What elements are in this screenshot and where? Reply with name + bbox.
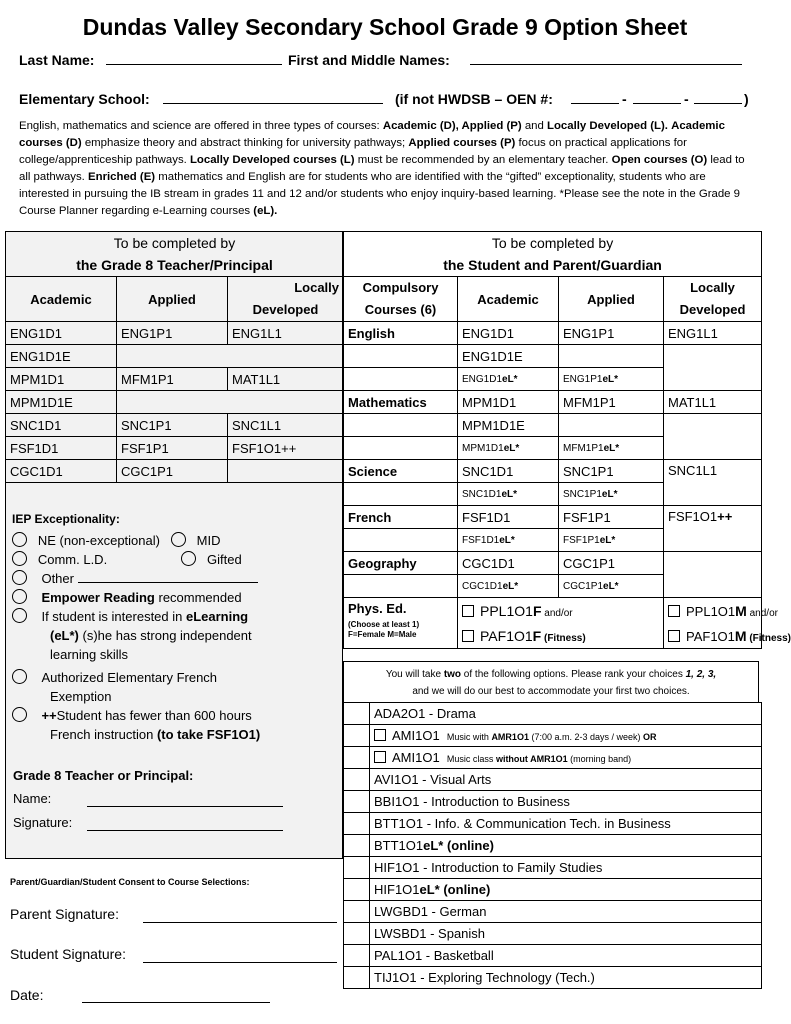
- student-signature-field[interactable]: [143, 962, 337, 963]
- option-item: ADA2O1 - Drama: [370, 703, 762, 725]
- teacher-cell[interactable]: MFM1P1: [117, 368, 228, 391]
- elementary-field[interactable]: [163, 103, 383, 104]
- gifted-label: Gifted: [207, 552, 242, 567]
- course-cell[interactable]: FSF1D1: [458, 506, 559, 529]
- student-col-locally: Locally Developed: [664, 277, 762, 322]
- option-item: HIF1O1 - Introduction to Family Studies: [370, 857, 762, 879]
- mid-radio[interactable]: [171, 532, 186, 547]
- subject-geography: Geography: [344, 552, 458, 575]
- course-cell[interactable]: CGC1P1: [559, 552, 664, 575]
- date-label: Date:: [10, 987, 44, 1003]
- oen-field-1[interactable]: [571, 103, 619, 104]
- option-item: LWGBD1 - German: [370, 901, 762, 923]
- paf-m-option[interactable]: PAF1O1M (Fitness): [664, 623, 762, 649]
- paf-f-option[interactable]: PAF1O1F (Fitness): [458, 623, 664, 649]
- g8-signature-label: Signature:: [13, 815, 73, 830]
- teacher-table: [5, 231, 344, 483]
- course-cell[interactable]: SNC1L1: [664, 460, 762, 506]
- option-item: BTT1O1 - Info. & Communication Tech. in Business: [370, 813, 762, 835]
- parent-signature-field[interactable]: [143, 922, 337, 923]
- rank-cell[interactable]: [344, 945, 370, 967]
- teacher-cell[interactable]: SNC1D1: [6, 414, 117, 437]
- options-table: [343, 702, 762, 989]
- course-cell-empty: [664, 414, 762, 460]
- parent-signature-label: Parent Signature:: [10, 906, 119, 922]
- empower-radio[interactable]: [12, 589, 27, 604]
- rank-cell[interactable]: [344, 747, 370, 769]
- student-table: [343, 231, 791, 649]
- last-name-label: Last Name:: [19, 52, 95, 68]
- course-cell-empty: [664, 345, 762, 391]
- teacher-cell[interactable]: ENG1P1: [117, 322, 228, 345]
- oen-label: (if not HWDSB – OEN #:: [395, 91, 553, 107]
- option-item: AVI1O1 - Visual Arts: [370, 769, 762, 791]
- rank-cell[interactable]: [344, 769, 370, 791]
- rank-cell[interactable]: [344, 967, 370, 989]
- course-cell[interactable]: FSF1P1: [559, 506, 664, 529]
- consent-title: Parent/Guardian/Student Consent to Course Selections:: [10, 877, 250, 887]
- course-cell-empty: [664, 552, 762, 598]
- course-cell[interactable]: SNC1D1: [458, 460, 559, 483]
- option-item: HIF1O1eL* (online): [370, 879, 762, 901]
- other-label: Other: [41, 571, 74, 586]
- course-cell[interactable]: ENG1D1: [458, 322, 559, 345]
- g8-title: Grade 8 Teacher or Principal:: [13, 768, 194, 783]
- teacher-cell[interactable]: SNC1P1: [117, 414, 228, 437]
- course-cell[interactable]: FSF1D1eL*: [458, 529, 559, 552]
- g8-name-field[interactable]: [87, 806, 283, 807]
- iep-section: IEP Exceptionality: NE (non-exceptional) MID Comm. L.D. Gifted Other Empower Reading recommended If student is interested in eLearning (eL*) (s)he has strong independent learning skills Authorized Elementary French Exemption ++Student has fewer than 600 hours French instruction (to take FSF1O1): [12, 510, 337, 744]
- subject-spacer: [344, 575, 458, 598]
- option-item: AMI1O1 Music class without AMR1O1 (morning band): [370, 747, 762, 769]
- student-col-applied: Applied: [559, 277, 664, 322]
- option-item: PAL1O1 - Basketball: [370, 945, 762, 967]
- course-cell[interactable]: [559, 345, 664, 368]
- other-radio[interactable]: [12, 570, 27, 585]
- date-field[interactable]: [82, 1002, 270, 1003]
- options-note: You will take two of the following options. Please rank your choices 1, 2, 3, and we will do our best to accommodate your first two choices.: [343, 661, 759, 703]
- student-head-1: To be completed by: [344, 232, 762, 255]
- teacher-cell[interactable]: FSF1D1: [6, 437, 117, 460]
- french-exempt-radio[interactable]: [12, 669, 27, 684]
- comm-label: Comm. L.D.: [37, 552, 108, 567]
- subject-spacer: [344, 437, 458, 460]
- course-cell[interactable]: FSF1O1++: [664, 506, 762, 552]
- student-col-academic: Academic: [458, 277, 559, 322]
- course-cell[interactable]: ENG1D1E: [458, 345, 559, 368]
- mid-label: MID: [196, 533, 221, 548]
- g8-signature-field[interactable]: [87, 830, 283, 831]
- ppl-m-option[interactable]: PPL1O1M and/or: [664, 598, 762, 624]
- subject-english: English: [344, 322, 458, 345]
- course-cell[interactable]: SNC1P1eL*: [559, 483, 664, 506]
- other-field[interactable]: [78, 582, 258, 583]
- teacher-cell[interactable]: [117, 345, 344, 368]
- course-cell[interactable]: FSF1P1eL*: [559, 529, 664, 552]
- oen-sep-1: -: [622, 91, 627, 107]
- rank-cell[interactable]: [344, 703, 370, 725]
- teacher-cell[interactable]: SNC1L1: [228, 414, 344, 437]
- teacher-cell[interactable]: MPM1D1E: [6, 391, 117, 414]
- checkbox-icon[interactable]: [374, 729, 386, 741]
- subject-phys-ed: Phys. Ed. (Choose at least 1) F=Female M=Male: [344, 598, 458, 649]
- teacher-cell[interactable]: ENG1D1E: [6, 345, 117, 368]
- course-cell[interactable]: ENG1D1eL*: [458, 368, 559, 391]
- teacher-head-1: To be completed by: [6, 232, 344, 255]
- student-signature-label: Student Signature:: [10, 946, 126, 962]
- course-cell[interactable]: MFM1P1: [559, 391, 664, 414]
- subject-spacer: [344, 529, 458, 552]
- course-cell[interactable]: CGC1D1: [458, 552, 559, 575]
- first-names-label: First and Middle Names:: [288, 52, 450, 68]
- oen-field-2[interactable]: [633, 103, 681, 104]
- intro-paragraph: English, mathematics and science are offered in three types of courses: Academic (D), Applied (P) and Locally Developed (L). Academic courses (D) emphasize theory and abstract thinking for university pathways; Applied courses (P) focus on practical applications for college/apprenticeship pathways. Locally Developed courses (L) must be recommended by an elementary teacher. Open courses (O) lead to all pathways. Enriched (E) mathematics and English are for students who are identified with the “gifted” exceptionality, students who are interested in pursuing the IB stream in grades 11 and 12 and/or students who enjoy inquiry-based learning. *Please see the note in the Grade 9 Course Planner regarding e-Learning courses (eL).: [19, 120, 745, 217]
- oen-field-3[interactable]: [694, 103, 742, 104]
- course-cell[interactable]: MAT1L1: [664, 391, 762, 414]
- course-cell[interactable]: ENG1P1eL*: [559, 368, 664, 391]
- teacher-cell[interactable]: FSF1O1++: [228, 437, 344, 460]
- option-item: BBI1O1 - Introduction to Business: [370, 791, 762, 813]
- rank-cell[interactable]: [344, 813, 370, 835]
- course-cell[interactable]: ENG1L1: [664, 322, 762, 345]
- page-title: Dundas Valley Secondary School Grade 9 Option Sheet: [82, 14, 688, 40]
- option-item: LWSBD1 - Spanish: [370, 923, 762, 945]
- course-cell[interactable]: ENG1P1: [559, 322, 664, 345]
- course-cell[interactable]: MFM1P1eL*: [559, 437, 664, 460]
- subject-math: Mathematics: [344, 391, 458, 414]
- teacher-col-locally: Locally Developed: [228, 277, 344, 322]
- subject-science: Science: [344, 460, 458, 483]
- teacher-head-2: the Grade 8 Teacher/Principal: [6, 254, 344, 277]
- subject-spacer: [344, 483, 458, 506]
- course-cell[interactable]: [559, 414, 664, 437]
- teacher-cell[interactable]: CGC1D1: [6, 460, 117, 483]
- subject-spacer: [344, 345, 458, 368]
- rank-cell[interactable]: [344, 835, 370, 857]
- course-cell[interactable]: SNC1P1: [559, 460, 664, 483]
- teacher-cell[interactable]: [117, 391, 344, 414]
- rank-cell[interactable]: [344, 791, 370, 813]
- subject-spacer: [344, 368, 458, 391]
- subject-spacer: [344, 414, 458, 437]
- comm-radio[interactable]: [12, 551, 27, 566]
- ne-label: NE (non-exceptional): [37, 533, 160, 548]
- oen-close: ): [744, 91, 749, 107]
- teacher-cell[interactable]: CGC1P1: [117, 460, 228, 483]
- checkbox-icon[interactable]: [374, 751, 386, 763]
- teacher-col-applied: Applied: [117, 277, 228, 322]
- teacher-col-academic: Academic: [6, 277, 117, 322]
- teacher-cell[interactable]: [228, 460, 344, 483]
- rank-cell[interactable]: [344, 725, 370, 747]
- first-names-field[interactable]: [470, 64, 742, 65]
- course-cell[interactable]: MPM1D1eL*: [458, 437, 559, 460]
- elementary-label: Elementary School:: [19, 91, 150, 107]
- subject-french: French: [344, 506, 458, 529]
- last-name-field[interactable]: [106, 64, 282, 65]
- teacher-cell[interactable]: MAT1L1: [228, 368, 344, 391]
- elearning-radio[interactable]: [12, 608, 27, 623]
- teacher-cell[interactable]: MPM1D1: [6, 368, 117, 391]
- course-cell[interactable]: MPM1D1: [458, 391, 559, 414]
- option-item: BTT1O1eL* (online): [370, 835, 762, 857]
- rank-cell[interactable]: [344, 923, 370, 945]
- course-cell[interactable]: MPM1D1E: [458, 414, 559, 437]
- rank-cell[interactable]: [344, 901, 370, 923]
- iep-title: IEP Exceptionality:: [12, 512, 120, 526]
- oen-sep-2: -: [684, 91, 689, 107]
- course-cell[interactable]: SNC1D1eL*: [458, 483, 559, 506]
- student-col-compulsory: Compulsory Courses (6): [344, 277, 458, 322]
- course-cell[interactable]: CGC1D1eL*: [458, 575, 559, 598]
- ne-radio[interactable]: [12, 532, 27, 547]
- g8-name-label: Name:: [13, 791, 52, 806]
- student-head-2: the Student and Parent/Guardian: [344, 254, 762, 277]
- teacher-cell[interactable]: ENG1D1: [6, 322, 117, 345]
- french-hours-radio[interactable]: [12, 707, 27, 722]
- teacher-cell[interactable]: ENG1L1: [228, 322, 344, 345]
- ppl-f-option[interactable]: PPL1O1F and/or: [458, 598, 664, 624]
- teacher-cell[interactable]: FSF1P1: [117, 437, 228, 460]
- course-cell[interactable]: CGC1P1eL*: [559, 575, 664, 598]
- option-item: AMI1O1 Music with AMR1O1 (7:00 a.m. 2-3 days / week) OR: [370, 725, 762, 747]
- rank-cell[interactable]: [344, 879, 370, 901]
- option-item: TIJ1O1 - Exploring Technology (Tech.): [370, 967, 762, 989]
- gifted-radio[interactable]: [181, 551, 196, 566]
- rank-cell[interactable]: [344, 857, 370, 879]
